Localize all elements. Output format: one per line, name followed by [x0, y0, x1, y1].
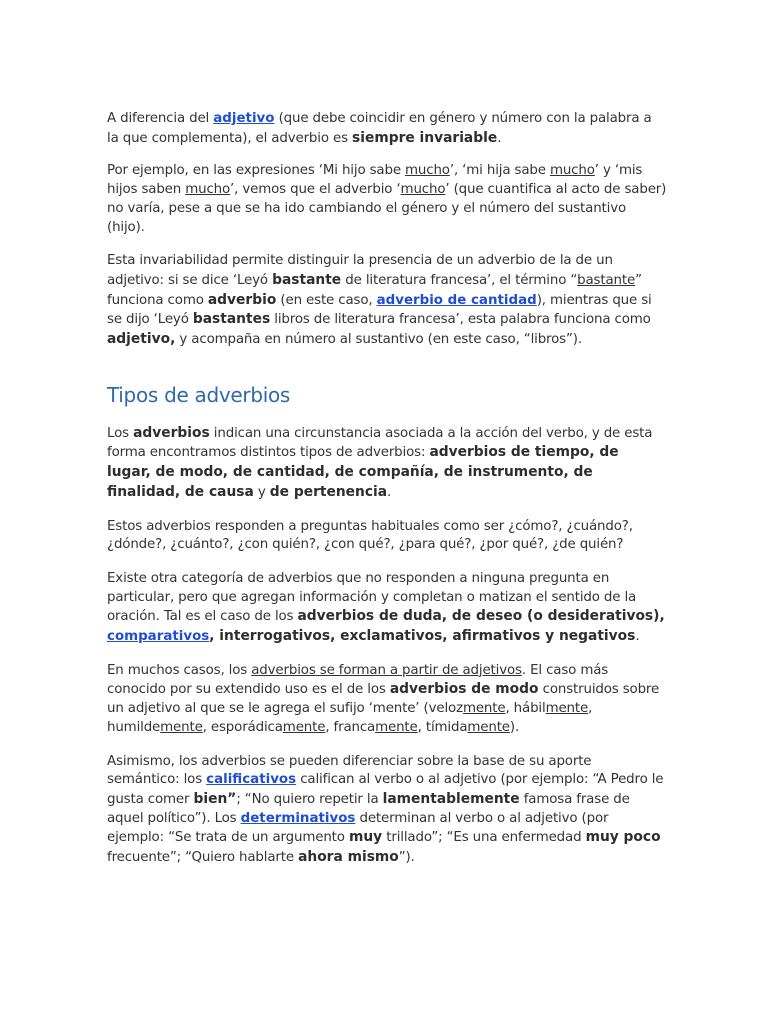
text-run: de literatura francesa’, el término “ — [341, 272, 578, 288]
text-run: , humilde — [107, 701, 593, 735]
text-run: , hábil — [505, 701, 546, 717]
bold-text: muy poco — [585, 829, 661, 846]
bold-text: adverbios — [133, 424, 210, 441]
underlined-text: mente — [282, 719, 326, 735]
text-run: famosa frase de aquel político”). Los — [107, 791, 630, 826]
inline-link[interactable]: adverbio de cantidad — [376, 292, 537, 308]
underlined-text: bastante — [577, 272, 636, 288]
text-run: Esta invariabilidad permite distinguir la presencia de un adverbio de la de un adjetivo: si se dice ‘Leyó — [107, 253, 613, 288]
underlined-text: mente — [375, 719, 418, 735]
text-run: ”). — [398, 850, 415, 866]
bold-text: lamentablemente — [382, 790, 520, 807]
inline-link[interactable]: calificativos — [206, 772, 297, 788]
section-title: Tipos de adverbios — [107, 382, 291, 407]
text-run: (que debe coincidir en género y número con la palabra a la que complementa), el adverbio es — [107, 111, 652, 146]
intro-section — [107, 110, 667, 350]
paragraph — [107, 424, 667, 503]
text-run: . — [635, 629, 640, 645]
text-run: ’, vemos que el adverbio ‘ — [230, 182, 401, 198]
text-run: ” funciona como — [107, 272, 642, 308]
text-run: Existe otra categoría de adverbios que no responden a ninguna pregunta en particular, pero que agregan información y completan o matizan el sentido de la oración. Tal es el caso de los — [107, 570, 637, 625]
text-run: trillado”; “Es una enfermedad — [382, 830, 586, 846]
text-run: Estos adverbios responden a preguntas habituales como ser ¿cómo?, ¿cuándo?, ¿dónde?, ¿cuánto?, ¿con quién?, ¿con qué?, ¿para qué?, ¿por qué?, ¿de quién? — [107, 518, 633, 553]
text-run: y — [253, 484, 270, 500]
text-run: (en este caso, — [276, 292, 377, 308]
bold-text: ahora mismo — [298, 849, 399, 866]
inline-link[interactable]: comparativos — [107, 629, 210, 645]
text-run: . — [497, 130, 502, 146]
bold-text: adjetivo, — [107, 331, 176, 348]
text-run: , franca — [325, 719, 376, 735]
underlined-text: mente — [545, 701, 589, 717]
underlined-text: adverbios se forman a partir de adjetivos — [251, 662, 522, 678]
text-run: . El caso más conocido por su extendido uso es el de los — [107, 662, 609, 698]
text-run: , esporádica — [202, 719, 283, 735]
paragraph — [107, 753, 667, 868]
text-run: ’, ‘mi hija sabe — [449, 163, 550, 179]
text-run: Asimismo, los adverbios se pueden diferenciar sobre la base de su aporte semántico: los — [107, 753, 592, 788]
text-run: ), mientras que si se dijo ‘Leyó — [107, 292, 652, 328]
bold-text: adverbios de tiempo, de lugar, de modo, de cantidad, de compañía, de instrumento, de finalidad, de causa — [107, 444, 619, 500]
text-run: indican una circunstancia asociada a la acción del verbo, y de esta forma encontramos distintos tipos de adverbios: — [107, 425, 653, 461]
inline-link[interactable]: determinativos — [240, 810, 356, 826]
underlined-text: mucho — [405, 163, 450, 179]
text-run: Por ejemplo, en las expresiones ‘Mi hijo sabe — [107, 163, 406, 179]
bold-text: de pertenencia — [269, 483, 388, 500]
text-run: ; “No quiero repetir la — [236, 791, 383, 807]
text-run: libros de literatura francesa’, esta palabra funciona como — [270, 312, 651, 328]
text-run: construidos sobre un adjetivo al que se le agrega el sufijo ‘mente’ (veloz — [107, 682, 660, 717]
bold-text: adverbios de modo — [389, 681, 539, 698]
underlined-text: mucho — [185, 182, 231, 198]
text-run: . — [387, 484, 392, 500]
text-run: frecuente”; “Quiero hablarte — [107, 850, 299, 866]
text-run: ). — [509, 719, 520, 735]
bold-text: bastantes — [192, 311, 271, 328]
inline-link[interactable]: adjetivo — [213, 111, 275, 126]
text-run: ’ y ‘mis hijos saben — [107, 163, 643, 198]
text-run: califican al verbo o al adjetivo (por ejemplo: “A Pedro le gusta comer — [107, 772, 664, 807]
underlined-text: mente — [160, 719, 203, 735]
paragraph — [107, 518, 667, 555]
underlined-text: mente — [462, 701, 506, 717]
bold-text: siempre invariable — [352, 129, 498, 146]
paragraph — [107, 162, 667, 237]
text-run: , tímida — [417, 719, 468, 735]
paragraph — [107, 252, 667, 350]
text-run: determinan al verbo o al adjetivo (por ejemplo: “Se trata de un argumento — [107, 810, 609, 846]
text-run: En muchos casos, los — [107, 662, 252, 678]
bold-text: bastante — [272, 271, 342, 288]
text-run: ’ (que cuantifica al acto de saber) no varía, pese a que se ha ido cambiando el género y el número del sustantivo (hijo). — [107, 182, 667, 235]
text-run: Los — [107, 425, 134, 441]
underlined-text: mente — [467, 719, 510, 735]
bold-text: adverbios de duda, de deseo (o desiderativos), — [297, 608, 665, 625]
paragraph — [107, 570, 667, 647]
types-section — [107, 424, 667, 868]
paragraph — [107, 662, 667, 738]
paragraph — [107, 110, 667, 148]
text-run: A diferencia del — [107, 111, 214, 126]
text-run: y acompaña en número al sustantivo (en este caso, “libros”). — [175, 332, 582, 348]
document-body — [107, 110, 667, 883]
bold-text: adverbio — [207, 291, 277, 308]
underlined-text: mucho — [400, 182, 446, 198]
underlined-text: mucho — [549, 163, 595, 179]
bold-text: bien” — [193, 790, 237, 807]
bold-text: , interrogativos, exclamativos, afirmativos y negativos — [209, 628, 636, 645]
bold-text: muy — [348, 829, 383, 846]
